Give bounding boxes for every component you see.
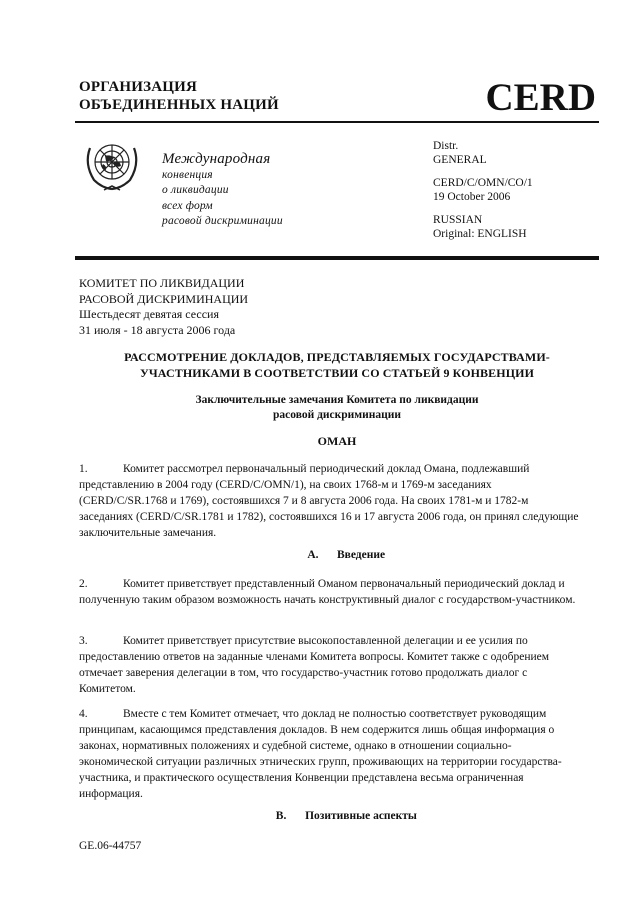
convention-line-5: расовой дискриминации [162, 215, 283, 227]
paragraph-text: Комитет приветствует представленный Оманом первоначальный периодический доклад и полученную таким образом возможность начать конструктивный диалог с государством-участником. [79, 578, 576, 606]
org-line-1: ОРГАНИЗАЦИЯ [79, 79, 198, 95]
section-letter: A. [307, 549, 319, 561]
section-title: Введение [336, 549, 386, 561]
paragraph-2 [79, 576, 579, 608]
paragraph-3 [79, 633, 579, 697]
paragraph-1 [79, 461, 579, 541]
document-symbol-large: CERD [485, 76, 596, 119]
convention-title [162, 152, 283, 230]
paragraph-text: Комитет рассмотрел первоначальный периодический доклад Омана, подлежавший представлению в 2004 году (CERD/C/OMN/1), на своих 1768-м и 1769-м заседаниях (CERD/C/SR.1768 и 1769), состоявшихся 7 и 8 августа 2006 года. На своих 1781-м и 1782-м заседаниях (CERD/C/SR.1781 и 1782), состоявшихся 16 и 17 августа 2006 года, он принял следующие заключительные замечания. [79, 463, 579, 539]
convention-line-3: о ликвидации [162, 184, 229, 196]
paragraph-number: 3. [79, 635, 88, 647]
convention-line-4: всех форм [162, 199, 213, 212]
paragraph-text: Комитет приветствует присутствие высокопоставленной делегации и ее усилия по предоставлению ответов на заданные членами Комитета вопросы. Комитет также с одобрением отмечает заверения делегации в том, что государство-участник готово продолжать диалог с Комитетом. [79, 635, 550, 695]
paragraph-number: 2. [79, 578, 88, 590]
doc-language: RUSSIAN [433, 214, 483, 226]
session: Шестьдесят девятая сессия [79, 307, 219, 321]
metadata-divider [75, 256, 599, 260]
document-title [75, 350, 599, 381]
session-dates: 31 июля - 18 августа 2006 года [79, 322, 236, 337]
distribution: GENERAL [433, 154, 487, 166]
committee-line-1: КОМИТЕТ ПО ЛИКВИДАЦИИ [79, 276, 245, 290]
paragraph-text: Вместе с тем Комитет отмечает, что доклад не полностью соответствует руководящим принципам, касающимся представления докладов. В нем содержится лишь общая информация о законах, нормативных положениях и судебной системе, однако в отношении социально-экономической ситуации различных этнических групп, проживающих на территории государства-участника, и практического осуществления Конвенции представлена весьма ограниченная информация. [79, 708, 562, 800]
section-title: Позитивные аспекты [305, 810, 417, 822]
subtitle-line-2: расовой дискриминации [272, 409, 401, 421]
paragraph-4 [79, 706, 579, 802]
header-divider [75, 121, 599, 123]
document-job-number: GE.06-44757 [79, 840, 142, 852]
convention-line-1: Международная [162, 151, 271, 167]
committee-info [79, 276, 248, 338]
section-b-heading [75, 810, 599, 822]
committee-line-2: РАСОВОЙ ДИСКРИМИНАЦИИ [79, 291, 249, 306]
doc-symbol: CERD/C/OMN/CO/1 [433, 177, 533, 189]
distr-label: Distr. [433, 140, 459, 152]
title-line-2: УЧАСТНИКАМИ В СООТВЕТСТВИИ СО СТАТЬЕЙ 9 КОНВЕНЦИИ [139, 365, 534, 380]
organization-name [79, 78, 279, 114]
title-line-1: РАССМОТРЕНИЕ ДОКЛАДОВ, ПРЕДСТАВЛЯЕМЫХ ГОСУДАРСТВАМИ- [124, 350, 550, 364]
un-emblem-icon [80, 136, 144, 194]
subtitle-line-1: Заключительные замечания Комитета по ликвидации [195, 394, 479, 406]
org-line-2: ОБЪЕДИНЕННЫХ НАЦИЙ [79, 97, 279, 113]
paragraph-number: 4. [79, 708, 88, 720]
country-heading: ОМАН [317, 434, 357, 448]
doc-date: 19 October 2006 [433, 191, 511, 203]
original-language: Original: ENGLISH [433, 228, 527, 240]
section-a-heading [75, 549, 599, 561]
section-letter: B. [275, 810, 287, 822]
document-metadata [433, 139, 533, 241]
convention-line-2: конвенция [162, 168, 213, 181]
document-subtitle [75, 393, 599, 423]
paragraph-number: 1. [79, 463, 88, 475]
